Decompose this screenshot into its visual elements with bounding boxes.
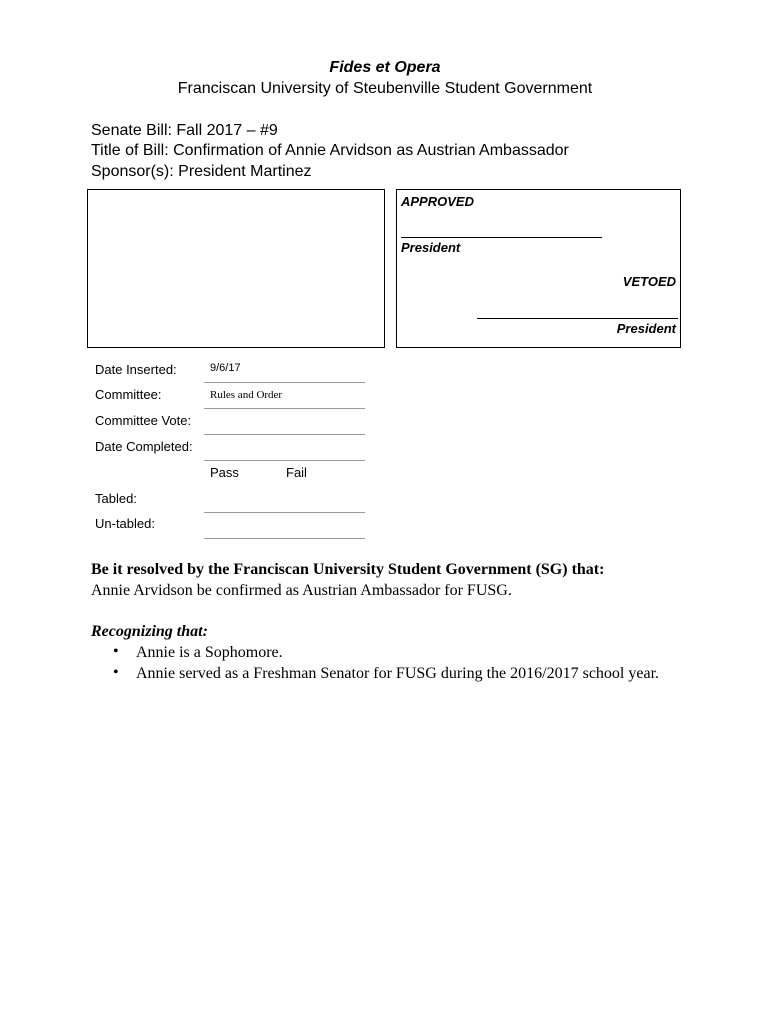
date-inserted-label: Date Inserted: (95, 362, 177, 377)
organization-name: Franciscan University of Steubenville Student Government (177, 80, 593, 97)
committee-vote-line (204, 434, 365, 435)
recognizing-heading: Recognizing that: (91, 623, 208, 640)
list-item (113, 663, 713, 684)
pass-label: Pass (210, 465, 239, 480)
date-inserted-line (204, 382, 365, 383)
date-inserted-value: 9/6/17 (210, 362, 241, 374)
tabled-label: Tabled: (95, 491, 137, 506)
date-completed-label: Date Completed: (95, 439, 193, 454)
fail-label: Fail (286, 465, 307, 480)
motto: Fides et Opera (329, 59, 441, 76)
list-item-text: Annie is a Sophomore. (136, 644, 283, 661)
approved-label: APPROVED (401, 194, 474, 209)
vetoed-signature-line (477, 318, 678, 319)
empty-box (87, 189, 385, 348)
bill-number: Senate Bill: Fall 2017 – #9 (91, 122, 278, 139)
list-item-text: Annie served as a Freshman Senator for FUSG during the 2016/2017 school year. (136, 665, 660, 682)
untabled-label: Un-tabled: (95, 516, 155, 531)
committee-value: Rules and Order (210, 389, 283, 401)
recognizing-list (113, 642, 713, 684)
committee-line (204, 408, 365, 409)
untabled-line (204, 538, 365, 539)
date-completed-line (204, 460, 365, 461)
president-label-approved: President (401, 240, 461, 255)
bullet-icon: • (113, 664, 119, 681)
bill-sponsor: Sponsor(s): President Martinez (91, 163, 312, 180)
committee-vote-label: Committee Vote: (95, 413, 192, 428)
resolution-heading: Be it resolved by the Franciscan University Student Government (SG) that: (91, 561, 605, 578)
approved-signature-line (401, 237, 602, 238)
bill-title: Title of Bill: Confirmation of Annie Arvidson as Austrian Ambassador (91, 142, 569, 159)
resolution-text: Annie Arvidson be confirmed as Austrian Ambassador for FUSG. (91, 582, 512, 599)
list-item (113, 642, 713, 663)
approval-box (396, 189, 681, 348)
committee-label: Committee: (95, 387, 162, 402)
tabled-line (204, 512, 365, 513)
president-label-vetoed: President (616, 321, 676, 336)
bullet-icon: • (113, 643, 119, 660)
vetoed-label: VETOED (622, 274, 676, 289)
